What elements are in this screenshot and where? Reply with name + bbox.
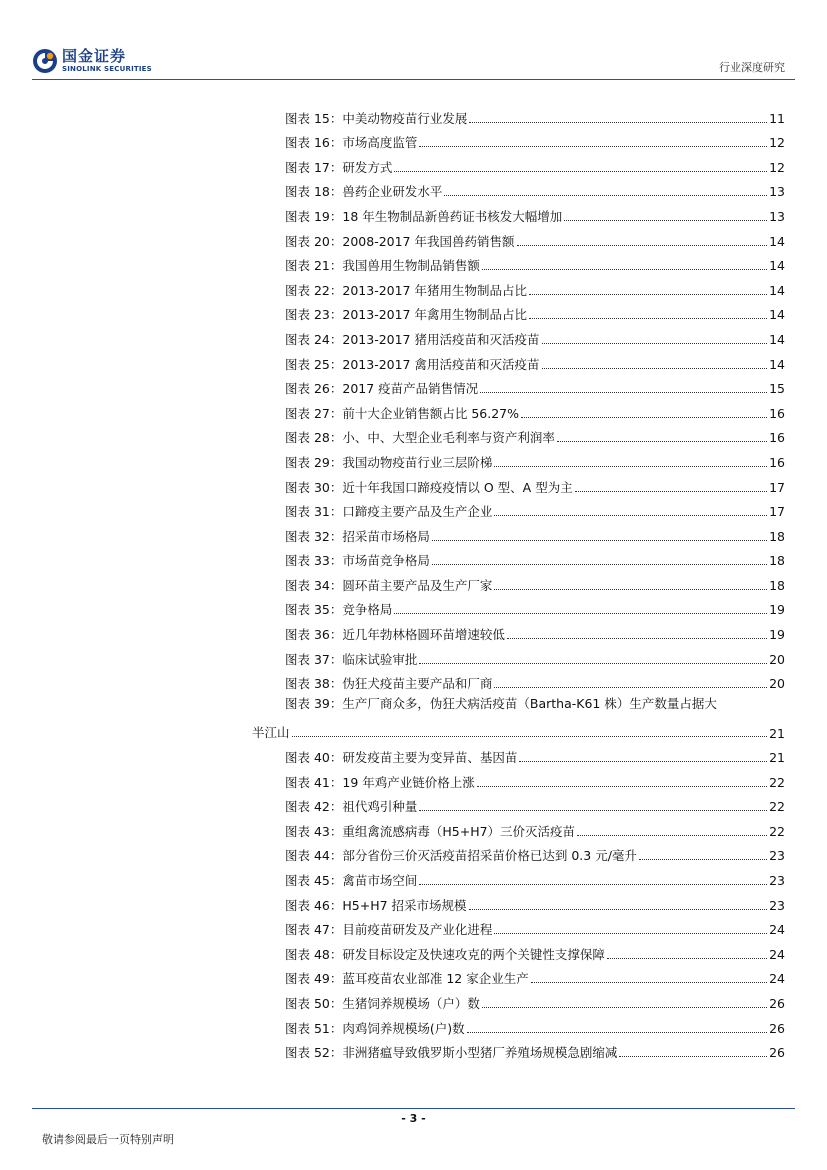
toc-entry[interactable] bbox=[285, 889, 785, 914]
toc-entry-label: 图表 34：圆环苗主要产品及生产厂家 bbox=[285, 577, 493, 593]
toc-entry[interactable] bbox=[285, 250, 785, 275]
toc-entry-label: 图表 28：小、中、大型企业毛利率与资产利润率 bbox=[285, 430, 555, 446]
toc-entry-page: 22 bbox=[769, 774, 785, 790]
dot-leader bbox=[419, 810, 767, 811]
toc-entry-label: 图表 38：伪狂犬疫苗主要产品和厂商 bbox=[285, 676, 493, 692]
toc-entry-page: 18 bbox=[769, 553, 785, 569]
toc-entry-page: 14 bbox=[769, 233, 785, 249]
toc-entry-page: 19 bbox=[769, 602, 785, 618]
toc-entry-label: 图表 27：前十大企业销售额占比 56.27% bbox=[285, 405, 520, 421]
toc-entry[interactable] bbox=[285, 274, 785, 299]
toc-entry-label: 图表 36：近几年勃林格圆环苗增速较低 bbox=[285, 627, 505, 643]
toc-entry-page: 19 bbox=[769, 627, 785, 643]
toc-entry[interactable] bbox=[285, 864, 785, 889]
toc-entry-label-continued: 半江山 bbox=[252, 725, 290, 741]
toc-entry[interactable] bbox=[285, 594, 785, 619]
toc-entry-page: 17 bbox=[769, 504, 785, 520]
toc-entry-label: 图表 32：招采苗市场格局 bbox=[285, 528, 430, 544]
toc-entry-page: 18 bbox=[769, 577, 785, 593]
dot-leader bbox=[494, 933, 767, 934]
dot-leader bbox=[529, 318, 767, 319]
toc-entry-wrapped[interactable] bbox=[252, 692, 785, 742]
dot-leader bbox=[419, 663, 767, 664]
toc-entry-page: 22 bbox=[769, 799, 785, 815]
dot-leader bbox=[477, 786, 767, 787]
toc-entry-label: 图表 30：近十年我国口蹄疫疫情以 O 型、A 型为主 bbox=[285, 479, 573, 495]
toc-entry-label: 图表 22：2013-2017 年猪用生物制品占比 bbox=[285, 282, 527, 298]
dot-leader bbox=[419, 884, 767, 885]
toc-entry-page: 16 bbox=[769, 405, 785, 421]
toc-entry-label: 图表 50：生猪饲养规模场（户）数 bbox=[285, 995, 480, 1011]
toc-entry[interactable] bbox=[285, 643, 785, 668]
header-divider bbox=[32, 79, 795, 80]
toc-entry-label: 图表 47：目前疫苗研发及产业化进程 bbox=[285, 922, 493, 938]
dot-leader bbox=[575, 491, 767, 492]
toc-entry[interactable] bbox=[285, 151, 785, 176]
toc-entry[interactable] bbox=[285, 938, 785, 963]
toc-entry-label: 图表 41：19 年鸡产业链价格上涨 bbox=[285, 774, 475, 790]
toc-entry[interactable] bbox=[285, 348, 785, 373]
dot-leader bbox=[394, 171, 767, 172]
toc-entry-label: 图表 35：竞争格局 bbox=[285, 602, 393, 618]
dot-leader bbox=[542, 343, 768, 344]
toc-entry-label: 图表 42：祖代鸡引种量 bbox=[285, 799, 418, 815]
toc-entry-page: 26 bbox=[769, 995, 785, 1011]
toc-entry[interactable] bbox=[285, 496, 785, 521]
dot-leader bbox=[494, 589, 767, 590]
toc-entry[interactable] bbox=[285, 668, 785, 693]
dot-leader bbox=[521, 417, 767, 418]
toc-entry-page: 16 bbox=[769, 430, 785, 446]
toc-entry[interactable] bbox=[285, 1012, 785, 1037]
toc-entry-page: 14 bbox=[769, 307, 785, 323]
toc-entry-label: 图表 25：2013-2017 禽用活疫苗和灭活疫苗 bbox=[285, 356, 540, 372]
dot-leader bbox=[517, 245, 768, 246]
toc-entry-page: 21 bbox=[769, 750, 785, 766]
toc-entry[interactable] bbox=[285, 741, 785, 766]
toc-entry-label: 图表 29：我国动物疫苗行业三层阶梯 bbox=[285, 454, 493, 470]
toc-entry[interactable] bbox=[285, 618, 785, 643]
toc-entry-page: 17 bbox=[769, 479, 785, 495]
toc-entry[interactable] bbox=[285, 914, 785, 939]
dot-leader bbox=[482, 269, 767, 270]
toc-entry-label: 图表 24：2013-2017 猪用活疫苗和灭活疫苗 bbox=[285, 331, 540, 347]
dot-leader bbox=[494, 466, 767, 467]
toc-entry-label: 图表 40：研发疫苗主要为变异苗、基因苗 bbox=[285, 750, 518, 766]
toc-entry-label: 图表 21：我国兽用生物制品销售额 bbox=[285, 258, 480, 274]
toc-entry-label: 图表 20：2008-2017 年我国兽药销售额 bbox=[285, 233, 515, 249]
toc-entry-label: 图表 52：非洲猪瘟导致俄罗斯小型猪厂养殖场规模急剧缩减 bbox=[285, 1045, 618, 1061]
dot-leader bbox=[482, 1007, 767, 1008]
dot-leader bbox=[564, 220, 767, 221]
toc-entry-page: 13 bbox=[769, 184, 785, 200]
toc-entry[interactable] bbox=[285, 422, 785, 447]
toc-entry-label: 图表 39：生产厂商众多，伪狂犬病活疫苗（Bartha-K61 株）生产数量占据大 bbox=[285, 696, 717, 712]
toc-entry-label: 图表 51：肉鸡饲养规模场(户)数 bbox=[285, 1020, 465, 1036]
dot-leader bbox=[292, 736, 768, 737]
toc-entry-page: 26 bbox=[769, 1020, 785, 1036]
toc-entry-page: 14 bbox=[769, 331, 785, 347]
toc-entry-page: 15 bbox=[769, 381, 785, 397]
toc-entry-label: 图表 45：禽苗市场空间 bbox=[285, 873, 418, 888]
dot-leader bbox=[557, 441, 767, 442]
toc-entry-page: 21 bbox=[769, 726, 785, 742]
toc-entry-page: 18 bbox=[769, 528, 785, 544]
dot-leader bbox=[494, 515, 767, 516]
toc-entry-label: 图表 43：重组禽流感病毒（H5+H7）三价灭活疫苗 bbox=[285, 823, 576, 839]
dot-leader bbox=[394, 613, 767, 614]
toc-entry-label: 图表 48：研发目标设定及快速攻克的两个关键性支撑保障 bbox=[285, 946, 605, 962]
toc-entry-page: 13 bbox=[769, 208, 785, 224]
dot-leader bbox=[469, 122, 767, 123]
toc-entry-page: 24 bbox=[769, 971, 785, 987]
dot-leader bbox=[469, 909, 768, 910]
dot-leader bbox=[577, 835, 767, 836]
toc-entry[interactable] bbox=[285, 299, 785, 324]
toc-entry[interactable] bbox=[285, 569, 785, 594]
dot-leader bbox=[480, 392, 767, 393]
toc-entry-label: 图表 33：市场苗竞争格局 bbox=[285, 553, 430, 569]
toc-entry-label: 图表 46：H5+H7 招采市场规模 bbox=[285, 897, 467, 913]
toc-entry-label: 图表 18：兽药企业研发水平 bbox=[285, 184, 443, 200]
toc-entry-continuation bbox=[252, 717, 785, 742]
toc-entry-page: 24 bbox=[769, 946, 785, 962]
page-number: - 3 - bbox=[401, 1112, 426, 1125]
toc-entry[interactable] bbox=[285, 127, 785, 152]
toc-entry-page: 20 bbox=[769, 676, 785, 692]
toc-entry-page: 22 bbox=[769, 823, 785, 839]
toc-entry-page: 23 bbox=[769, 848, 785, 864]
toc-entry-label: 图表 49：蓝耳疫苗农业部准 12 家企业生产 bbox=[285, 971, 529, 987]
toc-entry[interactable] bbox=[285, 545, 785, 570]
dot-leader bbox=[639, 859, 767, 860]
page-header bbox=[0, 0, 827, 80]
toc-entry[interactable] bbox=[285, 766, 785, 791]
logo-english-name: SINOLINK SECURITIES bbox=[62, 65, 152, 73]
toc-entry[interactable] bbox=[285, 176, 785, 201]
toc-entry-page: 20 bbox=[769, 651, 785, 667]
toc-entry[interactable] bbox=[285, 373, 785, 398]
toc-entry-label: 图表 16：市场高度监管 bbox=[285, 135, 418, 151]
toc-entry-label: 图表 19：18 年生物制品新兽药证书核发大幅增加 bbox=[285, 208, 563, 224]
dot-leader bbox=[432, 564, 767, 565]
footer-disclaimer: 敬请参阅最后一页特别声明 bbox=[42, 1133, 174, 1146]
dot-leader bbox=[531, 982, 767, 983]
toc-entry[interactable] bbox=[285, 791, 785, 816]
toc-entry[interactable] bbox=[285, 471, 785, 496]
toc-entry[interactable] bbox=[285, 323, 785, 348]
toc-entry-page: 16 bbox=[769, 454, 785, 470]
toc-entry[interactable] bbox=[285, 446, 785, 471]
dot-leader bbox=[432, 540, 767, 541]
toc-entry-page: 14 bbox=[769, 258, 785, 274]
toc-entry[interactable] bbox=[285, 987, 785, 1012]
footer-divider bbox=[32, 1108, 795, 1109]
report-section-label: 行业深度研究 bbox=[719, 61, 785, 74]
toc-entry-page: 12 bbox=[769, 135, 785, 151]
dot-leader bbox=[519, 761, 767, 762]
dot-leader bbox=[619, 1056, 767, 1057]
company-logo bbox=[32, 48, 162, 76]
toc-entry[interactable] bbox=[285, 1037, 785, 1062]
table-of-figures bbox=[252, 102, 785, 1061]
toc-entry-label: 图表 17：研发方式 bbox=[285, 159, 393, 175]
toc-entry[interactable] bbox=[285, 520, 785, 545]
dot-leader bbox=[494, 687, 767, 688]
toc-entry[interactable] bbox=[285, 225, 785, 250]
toc-entry-page: 26 bbox=[769, 1045, 785, 1061]
dot-leader bbox=[419, 146, 767, 147]
dot-leader bbox=[444, 195, 767, 196]
dot-leader bbox=[542, 368, 768, 369]
toc-entry-label: 图表 26：2017 疫苗产品销售情况 bbox=[285, 381, 479, 397]
toc-entry[interactable] bbox=[285, 102, 785, 127]
dot-leader bbox=[607, 958, 767, 959]
toc-entry-page: 14 bbox=[769, 356, 785, 372]
toc-entry[interactable] bbox=[285, 200, 785, 225]
toc-entry[interactable] bbox=[285, 397, 785, 422]
toc-entry[interactable] bbox=[285, 963, 785, 988]
toc-entry-label: 图表 15：中美动物疫苗行业发展 bbox=[285, 110, 468, 126]
toc-entry[interactable] bbox=[285, 840, 785, 865]
dot-leader bbox=[529, 294, 767, 295]
toc-entry-label: 图表 23：2013-2017 年禽用生物制品占比 bbox=[285, 307, 527, 323]
toc-entry-page: 11 bbox=[769, 110, 785, 126]
dot-leader bbox=[507, 638, 767, 639]
toc-entry[interactable] bbox=[285, 815, 785, 840]
toc-entry-label: 图表 44：部分省份三价灭活疫苗招采苗价格已达到 0.3 元/毫升 bbox=[285, 848, 637, 864]
sinolink-logo-icon bbox=[32, 48, 58, 74]
dot-leader bbox=[467, 1032, 767, 1033]
toc-entry-page: 14 bbox=[769, 282, 785, 298]
toc-entry-page: 12 bbox=[769, 159, 785, 175]
toc-entry-page: 23 bbox=[769, 897, 785, 913]
logo-chinese-name: 国金证券 bbox=[62, 47, 127, 65]
toc-entry-label: 图表 31：口蹄疫主要产品及生产企业 bbox=[285, 504, 493, 520]
toc-entry-label: 图表 37：临床试验审批 bbox=[285, 651, 418, 667]
toc-entry-page: 24 bbox=[769, 922, 785, 938]
toc-entry-page: 23 bbox=[769, 873, 785, 888]
